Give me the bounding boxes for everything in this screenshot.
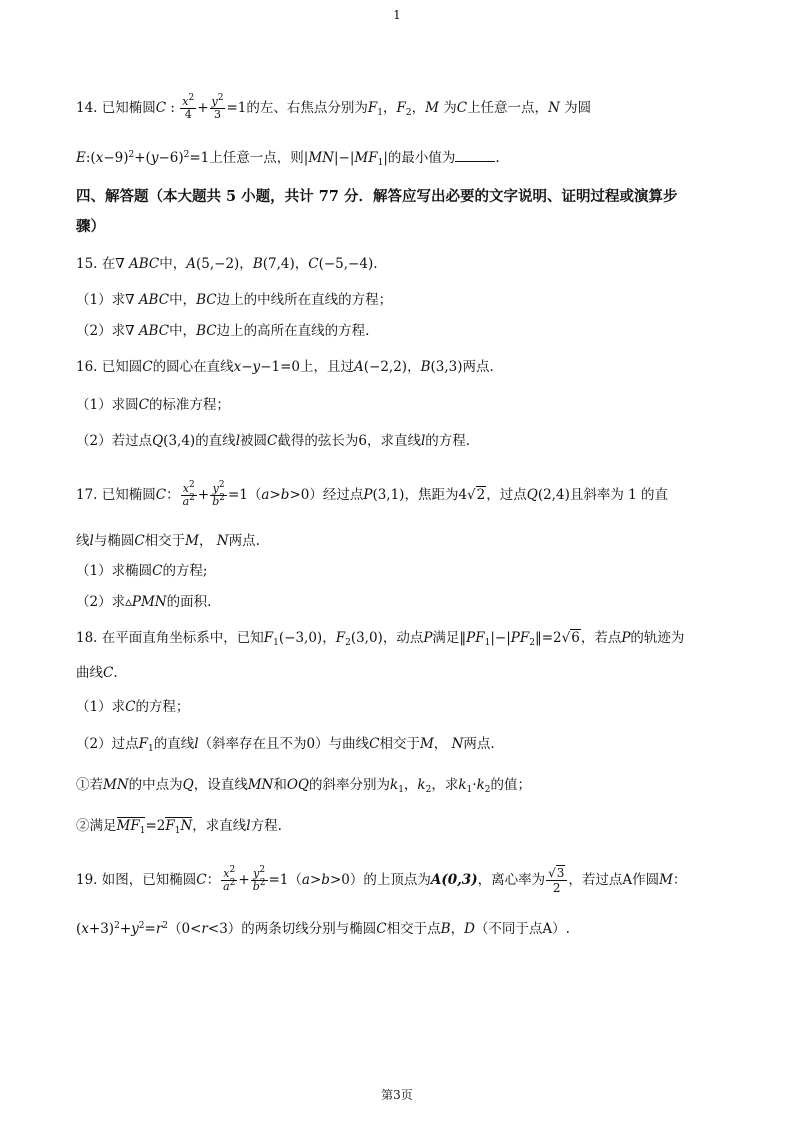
q18-stem: 18. 在平面直角坐标系中，已知$F_1(-3,0)$，$F_2(3,0)$，动点P满足$‖PF_1|-|PF_2‖=2√6$，若点P的轨迹为 [76, 630, 685, 648]
fraction: $\frac{x^2}{4}$ [182, 93, 195, 121]
page-number: 1 [393, 8, 401, 22]
q18-part2: （2）过点$F_1$的直线l（斜率存在且不为0）与曲线C相交于M， N两点. [76, 736, 495, 754]
fraction: $\frac{y^2}{3}$ [211, 93, 224, 121]
fraction: $\frac{y^2}{b^2}$ [252, 865, 266, 893]
q17-stem: 17. 已知椭圆C： $\frac{x^2}{a^2}$ + $\frac{y^2}{b^2}$ =1（a>b>0）经过点P(3,1)，焦距为4√2，过点Q(2,4)且斜率为 1 的直 [76, 480, 669, 508]
q15-stem: 15. 在∇ ABC中，A(5,−2)，B(7,4)，C(−5,−4). [76, 256, 378, 272]
section-heading: 四、解答题（本大题共 5 小题，共计 77 分．解答应写出必要的文字说明、证明过程或演算步 [76, 188, 678, 205]
q17-part2: （2）求▵PMN的面积. [76, 594, 212, 610]
q14-line1: 14. 已知椭圆C : $\frac{x^2}{4}$ + $\frac{y^2}{3}$ =1的左、右焦点分别为$F_1$，$F_2$，M 为C上任意一点，N 为圆 [76, 93, 592, 121]
q18-sub1: ①若MN的中点为Q，设直线MN和OQ的斜率分别为$k_1$，$k_2$，求$k_1\cdot k_2$的值； [76, 777, 531, 795]
q14-line2: $E:(x-9)^2+(y-6)^2=1$上任意一点，则$|MN|-|MF_1|$的最小值为 . [76, 150, 500, 168]
answer-blank[interactable] [455, 149, 495, 162]
q19-line2: $(x+3)^2+y^2=r^2(0<r<3)$的两条切线分别与椭圆C相交于点B，D（不同于点A）. [76, 921, 570, 937]
q15-part2: （2）求∇ ABC中，BC边上的高所在直线的方程. [76, 323, 370, 339]
fraction: $\frac{y^2}{b^2}$ [212, 480, 225, 508]
q19-stem: 19. 如图，已知椭圆C： $\frac{x^2}{a^2}$ + $\frac{y^2}{b^2}$ =1（a>b>0）的上顶点为A(0,3)，离心率为 $\frac{√3}{2}$ ，若过点A作圆M： [76, 865, 687, 895]
q16-part1: （1）求圆C的标准方程； [76, 397, 230, 413]
q18-sub2: ②满足$MF_1=2F_1N$，求直线l方程. [76, 818, 282, 836]
q15-part1: （1）求∇ ABC中，BC边上的中线所在直线的方程； [76, 292, 393, 308]
section-heading-cont: 骤） [76, 218, 105, 235]
q16-part2: （2）若过点Q(3,4)的直线l被圆C截得的弦长为6，求直线l的方程. [76, 433, 471, 449]
fraction: $\frac{x^2}{a^2}$ [223, 865, 236, 893]
page-footer: 第3页 [381, 1088, 413, 1102]
q18-line2: 曲线C. [76, 665, 118, 681]
q17-line2: 线l与椭圆C相交于M， N两点. [76, 533, 260, 549]
q18-part1: （1）求C的方程； [76, 699, 190, 715]
q17-part1: （1）求椭圆C的方程; [76, 563, 208, 579]
q16-stem: 16. 已知圆C的圆心在直线x−y−1=0上，且过A(−2,2)，B(3,3)两点. [76, 359, 494, 375]
fraction: $\frac{√3}{2}$ [546, 866, 567, 895]
fraction: $\frac{x^2}{a^2}$ [182, 480, 195, 508]
